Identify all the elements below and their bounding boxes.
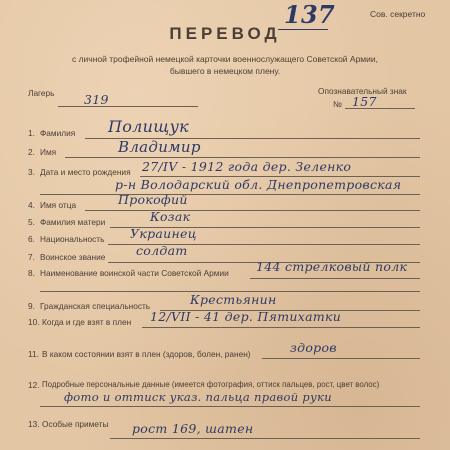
field-13-number: 13. [28,419,40,429]
field-5-value: Козак [150,209,191,224]
field-3-value: 27/IV - 1912 года дер. Зеленко [142,159,352,174]
id-tag-line [345,108,415,109]
field-1-number: 1. [28,128,35,138]
field-11-number: 11. [28,349,39,359]
id-tag-label: Опознавательный знак [318,86,407,96]
field-10-value: 12/VII - 41 дер. Пятихатки [150,309,342,324]
field-10-line [142,327,420,328]
field-11-line [262,358,420,359]
camp-line [58,106,198,107]
field-10-number: 10. [28,317,40,327]
field-3-value-cont: р-н Володарский обл. Днепропетровская [115,177,402,192]
secret-mark: Сов. секретно [370,9,426,19]
field-5-number: 5. [28,217,35,227]
field-2-value: Владимир [118,138,201,156]
field-10-label: Когда и где взят в плен [42,317,132,327]
field-13-line [110,438,420,439]
field-9-value: Крестьянин [190,292,277,307]
document-subtitle-2: бывшего в немецком плену. [169,66,281,76]
field-6-number: 6. [28,234,35,244]
field-13-label: Особые приметы [42,419,109,429]
field-9-label: Гражданская специальность [40,301,151,311]
field-6-value: Украинец [130,226,197,241]
field-4-value: Прокофий [118,192,188,207]
field-4-label: Имя отца [40,200,77,210]
archive-number: 137 [284,0,335,29]
field-11-label: В каком состоянии взят в плен (здоров, болен, ранен) [42,349,251,359]
field-5-label: Фамилия матери [40,217,106,227]
document-subtitle-1: с личной трофейной немецкой карточки военнослужащего Советской Армии, [71,54,379,64]
field-6-label: Национальность [40,234,105,244]
field-3-line-2 [40,194,420,195]
field-8-line [250,278,420,279]
id-tag-value: 157 [352,94,377,109]
field-7-label: Воинское звание [40,252,106,262]
field-1-value: Полищук [108,117,190,136]
id-tag-prefix: № [333,99,342,109]
field-12-value: фото и оттиск указ. пальца правой руки [64,390,332,404]
field-1-label: Фамилия [40,128,76,138]
field-3-number: 3. [28,167,35,177]
field-9-number: 9. [28,301,35,311]
document-title: ПЕРЕВОД [169,24,281,43]
field-8-value: 144 стрелковый полк [256,259,408,274]
camp-value: 319 [84,92,109,107]
field-7-value: солдат [136,243,188,258]
field-12-number: 12. [28,380,40,390]
field-2-line [65,157,420,158]
field-8-label: Наименование воинской части Советской Армии [40,268,229,278]
field-3-label: Дата и место рождения [40,167,131,177]
camp-label: Лагерь [28,88,55,98]
field-12-label: Подробные персональные данные (имеется фотография, оттиск пальцев, рост, цвет волос) [42,380,380,389]
field-7-number: 7. [28,252,35,262]
field-2-label: Имя [40,147,57,157]
field-8-number: 8. [28,268,35,278]
field-4-line [85,210,420,211]
field-2-number: 2. [28,147,35,157]
field-12-line [40,406,420,407]
field-4-number: 4. [28,200,35,210]
field-11-value: здоров [290,340,337,355]
field-13-value: рост 169, шатен [132,421,254,436]
